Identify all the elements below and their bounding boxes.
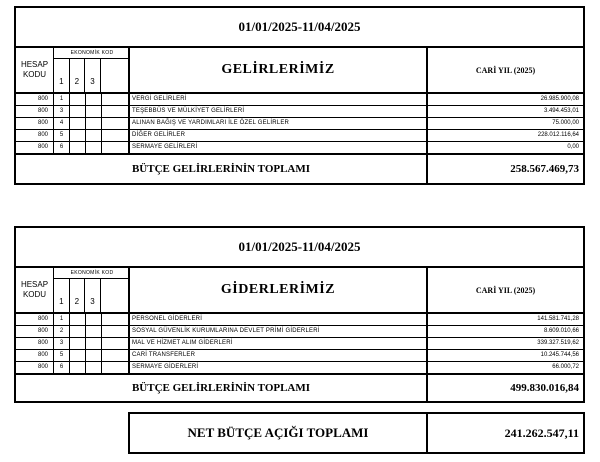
code-cell (102, 350, 130, 361)
kodu-label: KODU (22, 70, 47, 79)
code-cell: 4 (54, 118, 70, 129)
table-row (16, 362, 583, 375)
code-cell: 5 (54, 130, 70, 141)
expense-table (14, 226, 585, 403)
code-cell (70, 338, 86, 349)
row-value: 10.245.744,56 (540, 352, 579, 358)
code-col-2: 2 (70, 59, 86, 93)
code-cell (102, 338, 130, 349)
net-deficit-box (128, 412, 585, 454)
expense-period-title: 01/01/2025-11/04/2025 (16, 228, 583, 268)
row-value: 0,00 (567, 144, 579, 150)
expense-code-header (16, 268, 130, 312)
code-col-3: 3 (85, 59, 101, 93)
net-deficit-value: 241.262.547,11 (504, 425, 579, 440)
code-cell (102, 106, 130, 117)
table-row (16, 326, 583, 338)
row-name: ALINAN BAĞIŞ VE YARDIMLARI İLE ÖZEL GELİRLER (130, 118, 428, 129)
code-cell (102, 362, 130, 373)
code-col-3: 3 (85, 279, 101, 313)
income-total-value: 258.567.469,73 (510, 163, 579, 175)
hesap-label: HESAP (20, 280, 49, 289)
code-col-blank (101, 59, 128, 93)
row-value: 66.000,72 (552, 364, 579, 370)
hesap-cell: 800 (16, 350, 54, 361)
hesap-cell: 800 (16, 362, 54, 373)
table-row (16, 314, 583, 326)
table-row (16, 130, 583, 142)
table-row (16, 118, 583, 130)
hesap-cell: 800 (16, 326, 54, 337)
ekonomik-kod-label: EKONOMİK KOD (70, 50, 114, 56)
row-value: 3.494.453,01 (543, 108, 579, 114)
expense-total-label: BÜTÇE GELİRLERİNİN TOPLAMI (16, 375, 428, 401)
row-name: PERSONEL GİDERLERİ (130, 314, 428, 325)
table-row (16, 106, 583, 118)
hesap-cell: 800 (16, 338, 54, 349)
hesap-kodu-label (16, 268, 54, 312)
expense-heading: GİDERLERİMİZ (130, 268, 428, 312)
code-cell: 6 (54, 142, 70, 153)
code-cell: 2 (54, 326, 70, 337)
hesap-cell: 800 (16, 106, 54, 117)
code-col-blank (101, 279, 128, 313)
code-cell: 3 (54, 338, 70, 349)
code-cell (102, 130, 130, 141)
hesap-cell: 800 (16, 314, 54, 325)
income-year-heading: CARİ YIL (2025) (475, 65, 536, 75)
row-name: SERMAYE GELİRLERİ (130, 142, 428, 153)
hesap-kodu-label (16, 48, 54, 92)
row-value: 75.000,00 (552, 120, 579, 126)
income-table (14, 6, 585, 185)
row-name: CARİ TRANSFERLER (130, 350, 428, 361)
row-value: 228.012.116,64 (537, 132, 579, 138)
code-cell: 1 (54, 94, 70, 105)
row-value: 339.327.519,62 (537, 340, 579, 346)
income-code-header (16, 48, 130, 92)
code-cell (70, 142, 86, 153)
code-cell (70, 130, 86, 141)
code-cell (86, 94, 102, 105)
income-period-title: 01/01/2025-11/04/2025 (16, 8, 583, 48)
table-row (16, 94, 583, 106)
row-value: 8.609.010,66 (543, 328, 579, 334)
hesap-cell: 800 (16, 130, 54, 141)
row-name: SERMAYE GİDERLERİ (130, 362, 428, 373)
code-col-2: 2 (70, 279, 86, 313)
code-columns (54, 278, 128, 313)
row-name: DİĞER GELİRLER (130, 130, 428, 141)
expense-total-row (16, 375, 583, 401)
code-cell (86, 130, 102, 141)
code-cell (70, 118, 86, 129)
code-columns (54, 58, 128, 93)
row-name: VERGİ GELİRLERİ (130, 94, 428, 105)
code-cell: 5 (54, 350, 70, 361)
income-header (16, 48, 583, 94)
code-cell (102, 314, 130, 325)
expense-total-value: 499.830.016,84 (510, 382, 579, 394)
code-cell (70, 362, 86, 373)
row-value: 26.985.900,08 (540, 96, 579, 102)
net-deficit-label: NET BÜTÇE AÇIĞI TOPLAMI (130, 414, 428, 452)
hesap-cell: 800 (16, 142, 54, 153)
kodu-label: KODU (22, 290, 47, 299)
income-rows (16, 94, 583, 155)
code-cell (86, 326, 102, 337)
code-col-1: 1 (54, 59, 70, 93)
row-name: MAL VE HİZMET ALIM GİDERLERİ (130, 338, 428, 349)
row-name: SOSYAL GÜVENLİK KURUMLARINA DEVLET PRİMİ GİDERLERİ (130, 326, 428, 337)
code-cell (86, 314, 102, 325)
code-cell (70, 94, 86, 105)
code-cell (86, 362, 102, 373)
code-cell (86, 350, 102, 361)
code-cell (86, 338, 102, 349)
income-total-row (16, 155, 583, 183)
code-cell (70, 314, 86, 325)
code-cell (102, 118, 130, 129)
code-cell: 1 (54, 314, 70, 325)
expense-header (16, 268, 583, 314)
code-cell (102, 326, 130, 337)
table-row (16, 338, 583, 350)
table-row (16, 350, 583, 362)
code-cell: 3 (54, 106, 70, 117)
hesap-label: HESAP (20, 60, 49, 69)
hesap-cell: 800 (16, 118, 54, 129)
hesap-cell: 800 (16, 94, 54, 105)
ekonomik-kod-label: EKONOMİK KOD (70, 270, 114, 276)
code-cell (70, 326, 86, 337)
code-cell: 6 (54, 362, 70, 373)
expense-year-heading: CARİ YIL (2025) (475, 285, 536, 295)
expense-rows (16, 314, 583, 375)
code-cell (70, 350, 86, 361)
code-cell (86, 106, 102, 117)
income-heading: GELİRLERİMİZ (130, 48, 428, 92)
income-total-label: BÜTÇE GELİRLERİNİN TOPLAMI (16, 155, 428, 183)
code-col-1: 1 (54, 279, 70, 313)
code-cell (102, 94, 130, 105)
table-row (16, 142, 583, 155)
code-cell (70, 106, 86, 117)
code-cell (86, 118, 102, 129)
code-cell (86, 142, 102, 153)
row-name: TEŞEBBÜS VE MÜLKİYET GELİRLERİ (130, 106, 428, 117)
row-value: 141.581.741,28 (537, 316, 579, 322)
code-cell (102, 142, 130, 153)
